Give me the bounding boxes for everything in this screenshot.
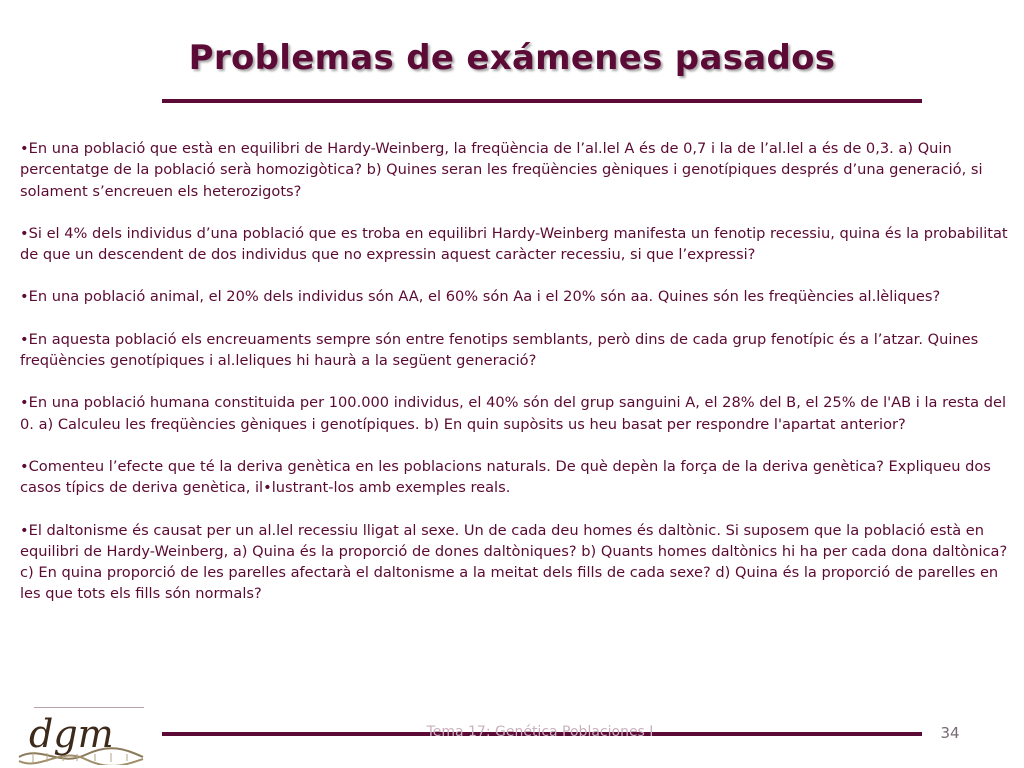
problem-item-1: •En una població que està en equilibri de Hardy-Weinberg, la freqüència de l’al.lel A és de 0,7 i la de l’al.lel a és de 0,3. a) Quin percentatge de la població serà homozigòtica? b) Quines seran les freqüències gèniques i genotípiques després d’una generació, si solament s’encreuen els heterozigots? <box>20 140 983 200</box>
problem-item-5: •En una població humana constituida per 100.000 individus, el 40% són del grup sanguini A, el 28% del B, el 25% de l'AB i la resta del 0. a) Calculeu les freqüències gèniques i genotípiques. b) En quin supòsits us heu basat per respondre l'apartat anterior? <box>20 394 1006 433</box>
logo-text: dgm <box>29 712 114 756</box>
problem-item-4: •En aquesta població els encreuaments sempre són entre fenotips semblants, però dins de cada grup fenotípic és a l’atzar. Quines freqüències genotípiques i al.leliques hi haurà a la següent generació? <box>20 330 979 370</box>
problem-item-6: •Comenteu l’efecte que té la deriva genètica en les poblacions naturals. De què depèn la força de la deriva genètica? Expliqueu dos casos típics de deriva genètica, il•lustrant-los amb exemples reals. <box>20 457 991 497</box>
title-underline <box>162 99 922 103</box>
problem-item-2: •Si el 4% dels individus d’una població que es troba en equilibri Hardy-Weinberg manifesta un fenotip recessiu, quina és la probabilitat de que un descendent de dos individus que no expressin aquest caràcter recessiu, si que l’expressi? <box>20 224 1008 264</box>
slide-number: 34 <box>940 724 960 742</box>
slide-title: Problemas de exámenes pasados <box>188 38 836 78</box>
dgm-logo <box>15 705 150 765</box>
problem-item-7: •El daltonisme és causat per un al.lel recessiu lligat al sexe. Un de cada deu homes és daltònic. Si suposem que la població està en equilibri de Hardy-Weinberg, a) Quina és la proporció de dones daltòniques? b) Quants homes daltònics hi ha per cada dona daltònica? c) En quina proporció de les parelles afectarà el daltonisme a la meitat dels fills de cada sexe? d) Quina és la proporció de parelles en les que tots els fills són normals? <box>20 521 1008 603</box>
problem-list <box>20 138 1015 605</box>
problem-item-3: •En una població animal, el 20% dels individus són AA, el 60% són Aa i el 20% són aa. Quines són les freqüències al.lèliques? <box>20 288 941 306</box>
footer-title: Tema 17: Genética Poblaciones I <box>426 724 654 740</box>
